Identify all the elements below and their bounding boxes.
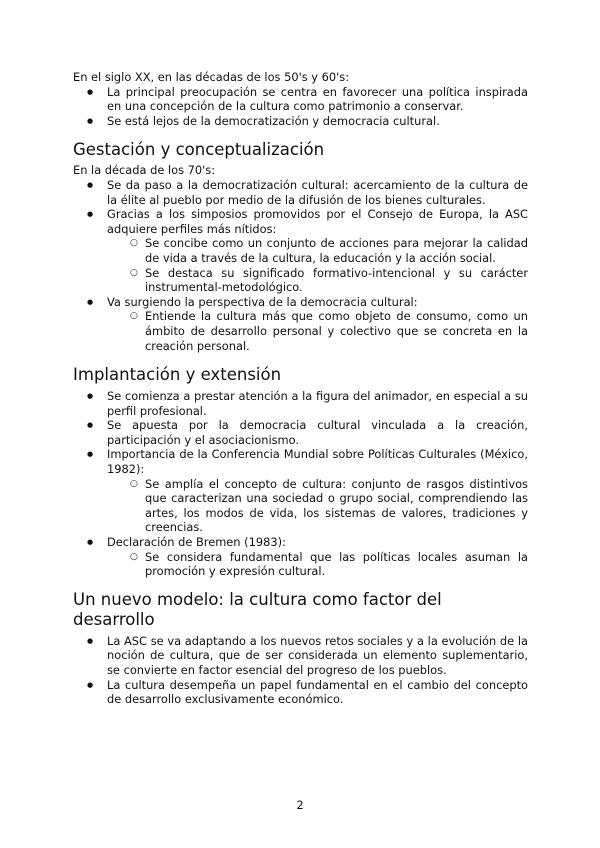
list-item <box>73 295 528 353</box>
section-heading-nuevo-modelo: Un nuevo modelo: la cultura como factor del desarrollo <box>73 589 442 629</box>
list-item-text: Se da paso a la democratización cultural: acercamiento de la cultura de la élite al pueblo por medio de la difusión de los bienes culturales. <box>107 177 528 207</box>
list-item: ● La cultura desempeña un papel fundamental en el cambio del concepto de desarrollo exclusivamente económico. <box>73 678 528 707</box>
list-item-text: Se comienza a prestar atención a la figura del animador, en especial a su perfil profesional. <box>107 389 528 418</box>
sublist-item: ○ Entiende la cultura más que como objeto de consumo, como un ámbito de desarrollo personal y colectivo que se concreta en la creación personal. <box>108 309 528 353</box>
list-item <box>73 178 528 207</box>
intro-list <box>73 85 528 129</box>
sublist <box>73 550 528 579</box>
sublist-item: ○ Se destaca su significado formativo-intencional y su carácter instrumental-metodológico. <box>108 266 528 295</box>
implantacion-list <box>73 389 528 579</box>
sublist-item: ○ Se concibe como un conjunto de acciones para mejorar la calidad de vida a través de la cultura, la educación y la acción social. <box>108 236 528 265</box>
sublist <box>73 236 528 294</box>
section-heading-gestacion: Gestación y conceptualización <box>73 140 325 160</box>
list-item: ● La ASC se va adaptando a los nuevos retos sociales y a la evolución de la noción de cultura, que de ser considerada un elemento suplementario, se convierte en factor esencial del progreso de los pueblos. <box>73 634 528 678</box>
sublist-item: ○ Se amplía el concepto de cultura: conjunto de rasgos distintivos que caracterizan una sociedad o grupo social, comprendiendo las artes, los modos de vida, los sistemas de valores, tradiciones y creencias. <box>108 477 528 535</box>
gestacion-list <box>73 178 528 353</box>
section-heading-implantacion: Implantación y extensión <box>73 365 282 385</box>
list-item-text: Importancia de la Conferencia Mundial sobre Políticas Culturales (México, 1982): <box>107 447 528 477</box>
list-item <box>73 207 528 295</box>
gestacion-lead: En la década de los 70's: <box>73 163 216 178</box>
list-item: ● La principal preocupación se centra en favorecer una política inspirada en una concepción de la cultura como patrimonio a conservar. <box>73 85 528 114</box>
list-item <box>73 535 528 579</box>
intro-lead: En el siglo XX, en las décadas de los 50's y 60's: <box>73 70 350 84</box>
list-item: ● Se está lejos de la democratización y democracia cultural. <box>73 114 528 129</box>
list-item-text: Se apuesta por la democracia cultural vinculada a la creación, participación y el asociacionismo. <box>107 418 528 447</box>
document-body <box>73 70 528 707</box>
list-item-text: Gracias a los simposios promovidos por el Consejo de Europa, la ASC adquiere perfiles más nítidos: <box>107 207 528 236</box>
list-item-text: Va surgiendo la perspectiva de la democracia cultural: <box>107 294 418 309</box>
page-number: 2 <box>296 798 304 812</box>
sublist <box>73 477 528 535</box>
list-item <box>73 389 528 418</box>
list-item-text: Declaración de Bremen (1983): <box>107 535 286 550</box>
nuevo-list <box>73 634 528 707</box>
list-item <box>73 418 528 447</box>
sublist <box>73 309 528 353</box>
list-item <box>73 447 528 535</box>
sublist-item: ○ Se considera fundamental que las políticas locales asuman la promoción y expresión cultural. <box>108 550 528 579</box>
